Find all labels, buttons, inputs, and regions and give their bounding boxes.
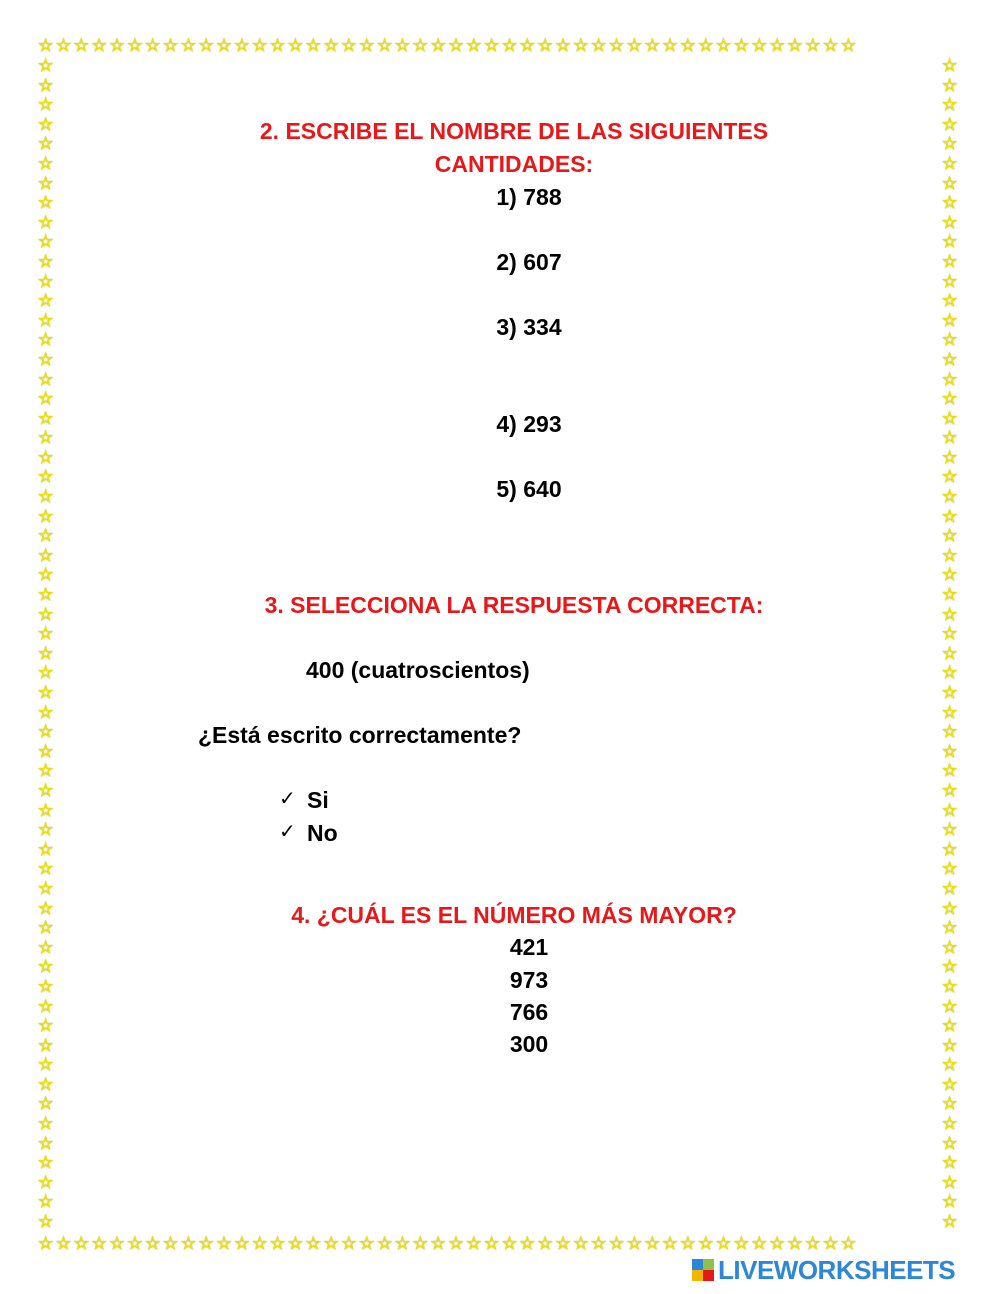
star-border-frame	[38, 36, 962, 1254]
section3-title: 3. SELECCIONA LA RESPUESTA CORRECTA:	[264, 592, 764, 618]
option-no[interactable]: No	[307, 820, 338, 846]
quantity-item-4: 4) 293	[496, 411, 562, 437]
quantity-item-1: 1) 788	[496, 184, 562, 210]
checkmark-icon: ✓	[279, 821, 296, 843]
number-option-1[interactable]: 421	[509, 934, 549, 960]
star-border-top: ☆☆☆☆☆☆☆☆☆☆☆☆☆☆☆☆☆☆☆☆☆☆☆☆☆☆☆☆☆☆☆☆☆☆☆☆☆☆☆☆☆☆☆☆☆☆	[38, 36, 859, 55]
section4-title: 4. ¿CUÁL ES EL NÚMERO MÁS MAYOR?	[291, 902, 737, 928]
star-border-right: ☆☆☆☆☆☆☆☆☆☆☆☆☆☆☆☆☆☆☆☆☆☆☆☆☆☆☆☆☆☆☆☆☆☆☆☆☆☆☆☆☆☆☆☆☆☆☆☆☆☆☆☆☆☆☆☆☆☆☆☆	[942, 56, 958, 1232]
quantity-item-2: 2) 607	[496, 249, 562, 275]
liveworksheets-logo-icon	[692, 1259, 714, 1281]
number-option-2[interactable]: 973	[509, 967, 549, 993]
question-text: ¿Está escrito correctamente?	[198, 722, 522, 748]
checkmark-icon: ✓	[279, 788, 296, 810]
quantity-item-5: 5) 640	[496, 476, 562, 502]
star-border-left: ☆☆☆☆☆☆☆☆☆☆☆☆☆☆☆☆☆☆☆☆☆☆☆☆☆☆☆☆☆☆☆☆☆☆☆☆☆☆☆☆☆☆☆☆☆☆☆☆☆☆☆☆☆☆☆☆☆☆☆☆	[38, 56, 54, 1232]
section2-title-line2: CANTIDADES:	[434, 151, 594, 177]
star-border-bottom: ☆☆☆☆☆☆☆☆☆☆☆☆☆☆☆☆☆☆☆☆☆☆☆☆☆☆☆☆☆☆☆☆☆☆☆☆☆☆☆☆☆☆☆☆☆☆	[38, 1234, 859, 1253]
number-option-3[interactable]: 766	[509, 999, 549, 1025]
number-option-4[interactable]: 300	[509, 1031, 549, 1057]
liveworksheets-logo	[692, 1255, 955, 1285]
option-si[interactable]: Si	[307, 787, 329, 813]
section2-title-line1: 2. ESCRIBE EL NOMBRE DE LAS SIGUIENTES	[259, 118, 769, 144]
quantity-item-3: 3) 334	[496, 314, 562, 340]
number-statement: 400 (cuatroscientos)	[306, 657, 530, 683]
brand-name: LIVEWORKSHEETS	[718, 1254, 956, 1285]
